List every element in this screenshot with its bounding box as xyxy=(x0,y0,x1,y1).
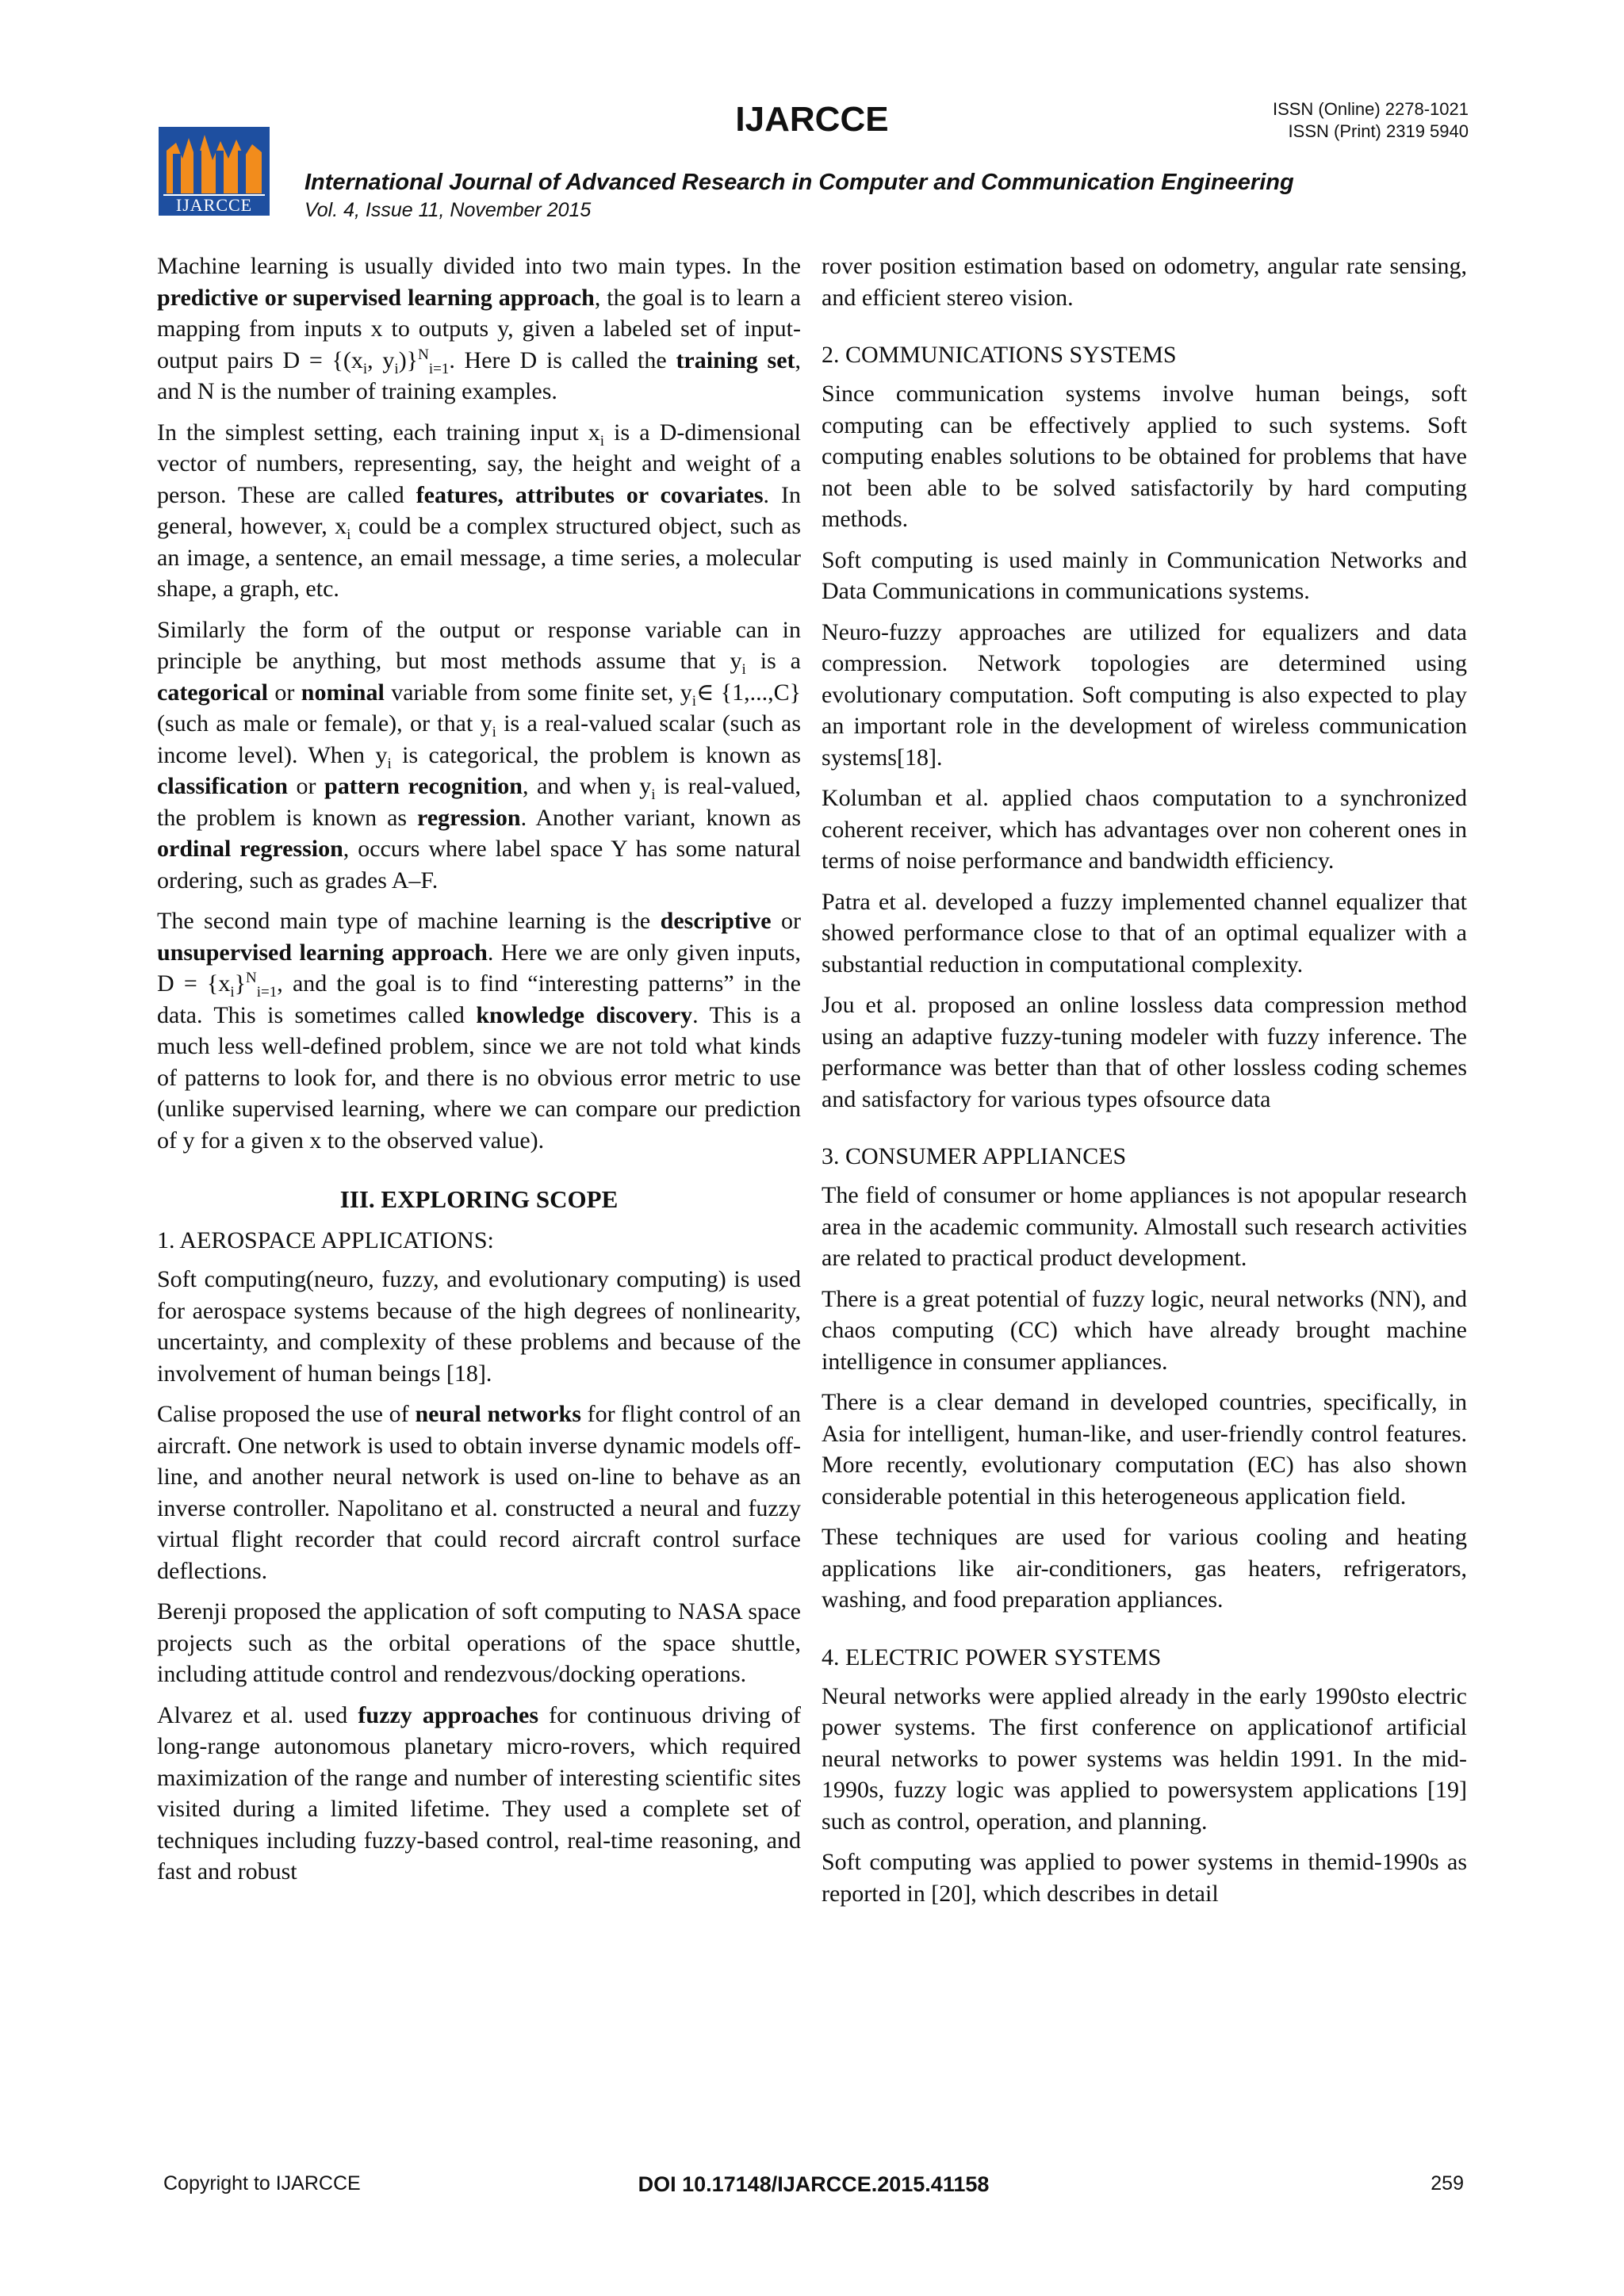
paragraph-power-2: Soft computing was applied to power systems in themid-1990s as reported in [20], which describes in detail xyxy=(822,1849,1467,1907)
issn-print: ISSN (Print) 2319 5940 xyxy=(1288,121,1469,141)
subsection-heading-aerospace: 1. AEROSPACE APPLICATIONS: xyxy=(157,1227,494,1253)
right-column xyxy=(822,251,1467,1919)
volume-issue: Vol. 4, Issue 11, November 2015 xyxy=(304,199,592,221)
journal-name: IJARCCE xyxy=(735,100,889,139)
left-column xyxy=(157,251,801,1897)
paragraph-output-form: Similarly the form of the output or response variable can in principle be anything, but most methods assume that $y_i$ is a categorical or nominal variable from some finite set, $y_i\in$ {1,...,C} (such as male or female), or that $y_i$ is a real-valued scalar (such as income level). When $y_i$ is categorical, the problem is known as classification or pattern recognition, and when $y_i$ is real-valued, the problem is known as regression. Another variant, known as ordinal regression, occurs where label space Y has some natural ordering, such as grades A–F. xyxy=(157,616,802,894)
section-heading: III. EXPLORING SCOPE xyxy=(339,1185,619,1213)
paragraph-communications-2: Soft computing is used mainly in Communication Networks and Data Communications in communications systems. xyxy=(822,546,1467,604)
paragraph-alvarez: Alvarez et al. used fuzzy approaches for continuous driving of long-range autonomous planetary micro-rovers, which required maximization of the range and number of interesting scientific sites visited during a limited lifetime. They used a complete set of techniques including fuzzy-based control, real-time reasoning, and fast and robust xyxy=(157,1701,801,1885)
page-number: 259 xyxy=(1431,2172,1464,2195)
paragraph-consumer-1: The field of consumer or home appliances is not apopular research area in the academic community. Almostall such research activities are related to practical product development. xyxy=(822,1182,1467,1271)
footer-copyright: Copyright to IJARCCE xyxy=(163,2172,361,2195)
page-footer xyxy=(163,2172,1464,2204)
paragraph-power-1: Neural networks were applied already in the early 1990sto electric power systems. The first conference on applicationof artificial neural networks to power systems was heldin 1991. In the mid-1990s, fuzzy logic was applied to powersystem applications [19] such as control, operation, and planning. xyxy=(822,1682,1467,1835)
paragraph-communications-1: Since communication systems involve human beings, soft computing can be effectively applied to such systems. Soft computing enables solutions to be obtained for problems that have not been able to be solved satisfactorily by hard computing methods. xyxy=(822,381,1467,532)
journal-full-title: International Journal of Advanced Research in Computer and Communication Engineering xyxy=(304,170,1294,195)
issn-online: ISSN (Online) 2278-1021 xyxy=(1272,99,1469,119)
paragraph-simplest-setting: In the simplest setting, each training input $x_i$ is a D-dimensional vector of numbers, representing, say, the height and weight of a person. These are called features, attributes or covariates. In general, however, $x_i$ could be a complex structured object, such as an image, a sentence, an email message, a time series, a molecular shape, a graph, etc. xyxy=(157,419,802,602)
subsection-heading-communications: 2. COMMUNICATIONS SYSTEMS xyxy=(822,342,1177,368)
paragraph-rover: rover position estimation based on odometry, angular rate sensing, and efficient stereo vision. xyxy=(822,253,1467,311)
footer-doi: DOI 10.17148/IJARCCE.2015.41158 xyxy=(638,2172,990,2196)
journal-logo xyxy=(159,127,270,216)
paragraph-ml-types: Machine learning is usually divided into two main types. In the predictive or supervised learning approach, the goal is to learn a mapping from inputs x to outputs y, given a labeled set of input-output pairs $D = \{(x_i$, $y_i)\}^N_{i=1}$. Here D is called the training set, and N is the number of training examples. xyxy=(157,253,801,404)
paragraph-berenji: Berenji proposed the application of soft computing to NASA space projects such as the orbital operations of the space shuttle, including attitude control and rendezvous/docking operations. xyxy=(157,1598,801,1687)
subsection-heading-consumer: 3. CONSUMER APPLIANCES xyxy=(822,1143,1127,1169)
paragraph-consumer-2: There is a great potential of fuzzy logic, neural networks (NN), and chaos computing (CC) which have already brought machine intelligence in consumer appliances. xyxy=(822,1285,1467,1375)
paragraph-jou: Jou et al. proposed an online lossless data compression method using an adaptive fuzzy-tuning modeler with fuzzy inference. The performance was better than that of other lossless coding schemes and satisfactory for various types ofsource data xyxy=(822,992,1467,1112)
paragraph-neuro-fuzzy: Neuro-fuzzy approaches are utilized for equalizers and data compression. Network topologies are determined using evolutionary computation. Soft computing is also expected to play an important role in the development of wireless communication systems[18]. xyxy=(822,618,1467,771)
paragraph-descriptive: The second main type of machine learning is the descriptive or unsupervised learning approach. Here we are only given inputs, $D = \{x_i\}^N_{i=1}$, and the goal is to find “interesting patterns” in the data. This is sometimes called knowledge discovery. This is a much less well-defined problem, since we are not told what kinds of patterns to look for, and there is no obvious error metric to use (unlike supervised learning, where we can compare our prediction of y for a given x to the observed value). xyxy=(157,908,802,1154)
paragraph-calise: Calise proposed the use of neural networks for flight control of an aircraft. One network is used to obtain inverse dynamic models off-line, and another neural network is used on-line to behave as an inverse controller. Napolitano et al. constructed a neural and fuzzy virtual flight recorder that could record aircraft control surface deflections. xyxy=(157,1401,801,1584)
subsection-heading-power: 4. ELECTRIC POWER SYSTEMS xyxy=(822,1644,1162,1670)
issn-block xyxy=(1273,98,1469,143)
paragraph-aerospace: Soft computing(neuro, fuzzy, and evolutionary computing) is used for aerospace systems because of the high degrees of nonlinearity, uncertainty, and complexity of these problems and because of the involvement of human beings [18]. xyxy=(157,1266,801,1387)
paragraph-patra: Patra et al. developed a fuzzy implemented channel equalizer that showed performance close to that of an optimal equalizer with a substantial reduction in computational complexity. xyxy=(822,888,1467,978)
paragraph-consumer-3: There is a clear demand in developed countries, specifically, in Asia for intelligent, human-like, and user-friendly control features. More recently, evolutionary computation (EC) has also shown considerable potential in this heterogeneous application field. xyxy=(822,1389,1467,1510)
logo-text: IJARCCE xyxy=(175,195,253,215)
paragraph-kolumban: Kolumban et al. applied chaos computation to a synchronized coherent receiver, which has advantages over non coherent ones in terms of noise performance and bandwidth efficiency. xyxy=(822,785,1467,874)
paragraph-consumer-4: These techniques are used for various cooling and heating applications like air-conditioners, gas heaters, refrigerators, washing, and food preparation appliances. xyxy=(822,1524,1467,1613)
